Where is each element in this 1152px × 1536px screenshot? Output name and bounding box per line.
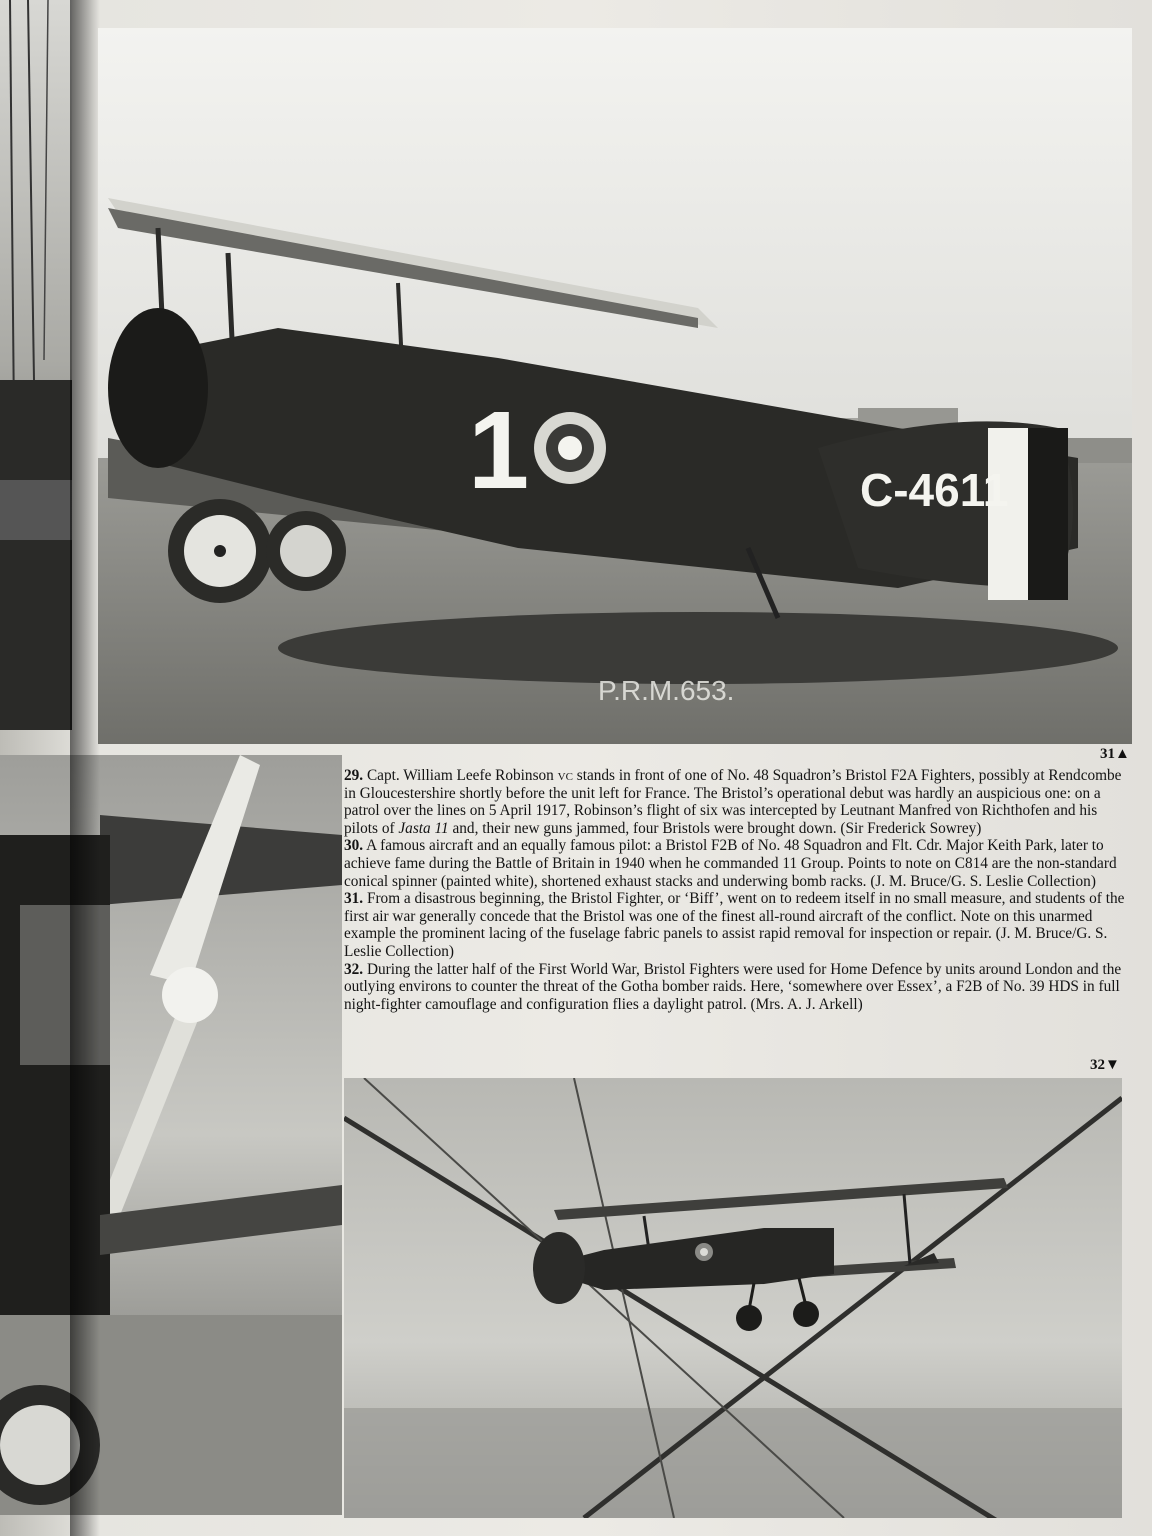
photo-number-31: 31▲ — [1100, 746, 1130, 762]
caption-30-text: A famous aircraft and an equally famous pilot: a Bristol F2B of No. 48 Squadron and Flt. Cdr. Major Keith Park, later to achieve fame during the Battle of Britain in 1940 when he commanded 11 Group. Points to note on C814 are the non-standard conical spinner (painted white), shortened exhaust stacks and underwing bomb racks. (J. M. Bruce/G. S. Leslie Collection) — [344, 837, 1117, 890]
left-page-photo-top — [0, 0, 72, 730]
photo-number-32: 32▼ — [1090, 1057, 1120, 1073]
caption-29-vc: vc — [557, 767, 573, 784]
photo-31-bristol-fighter-ground — [98, 28, 1132, 744]
caption-31-number: 31. — [344, 890, 364, 908]
photo-32-bristol-fighter-in-flight — [344, 1078, 1122, 1518]
caption-29-text-b: stands in front of one of No. 48 Squadron’s Bristol F2A Fighters, possibly at Rendcombe in Gloucestershire shortly before the unit left for France. The Bristol’s operational debut was hardly an auspicious one: on a patrol over the lines on 5 April 1917, Robinson’s flight of six was intercepted by Leutnant Manfred von Richthofen and his pilots of — [344, 767, 1122, 837]
caption-32 — [344, 961, 1126, 1014]
caption-29 — [344, 767, 1126, 837]
caption-29-text-c: and, their new guns jammed, four Bristols were brought down. (Sir Frederick Sowrey) — [448, 819, 982, 837]
aircraft-serial: C-4611 — [860, 464, 1009, 516]
captions-block — [344, 767, 1126, 1013]
left-page-photo-bottom — [0, 755, 342, 1515]
binding-shadow — [70, 0, 100, 1536]
caption-30 — [344, 837, 1126, 890]
caption-31-text: From a disastrous beginning, the Bristol Fighter, or ‘Biff’, went on to redeem itself in no small measure, and students of the first air war generally concede that the Bristol was one of the finest all-round aircraft of the conflict. Note on this unarmed example the prominent lacing of the fuselage fabric panels to assist rapid removal for inspection or repair. (J. M. Bruce/G. S. Leslie Collection) — [344, 890, 1125, 960]
caption-32-text: During the latter half of the First World War, Bristol Fighters were used for Home Defence by units around London and the outlying environs to counter the threat of the Gotha bomber raids. Here, ‘somewhere over Essex’, a F2B of No. 39 HDS in full night-fighter camouflage and configuration flies a daylight patrol. (Mrs. A. J. Arkell) — [344, 960, 1122, 1013]
fuselage-number: 1 — [468, 389, 530, 512]
caption-31 — [344, 890, 1126, 960]
caption-30-number: 30. — [344, 837, 364, 855]
archive-mark: P.R.M.653. — [598, 675, 735, 706]
caption-32-number: 32. — [344, 960, 364, 978]
caption-29-jasta: Jasta 11 — [398, 819, 449, 837]
caption-29-number: 29. — [344, 767, 364, 784]
caption-29-text-a: Capt. William Leefe Robinson — [363, 767, 558, 784]
